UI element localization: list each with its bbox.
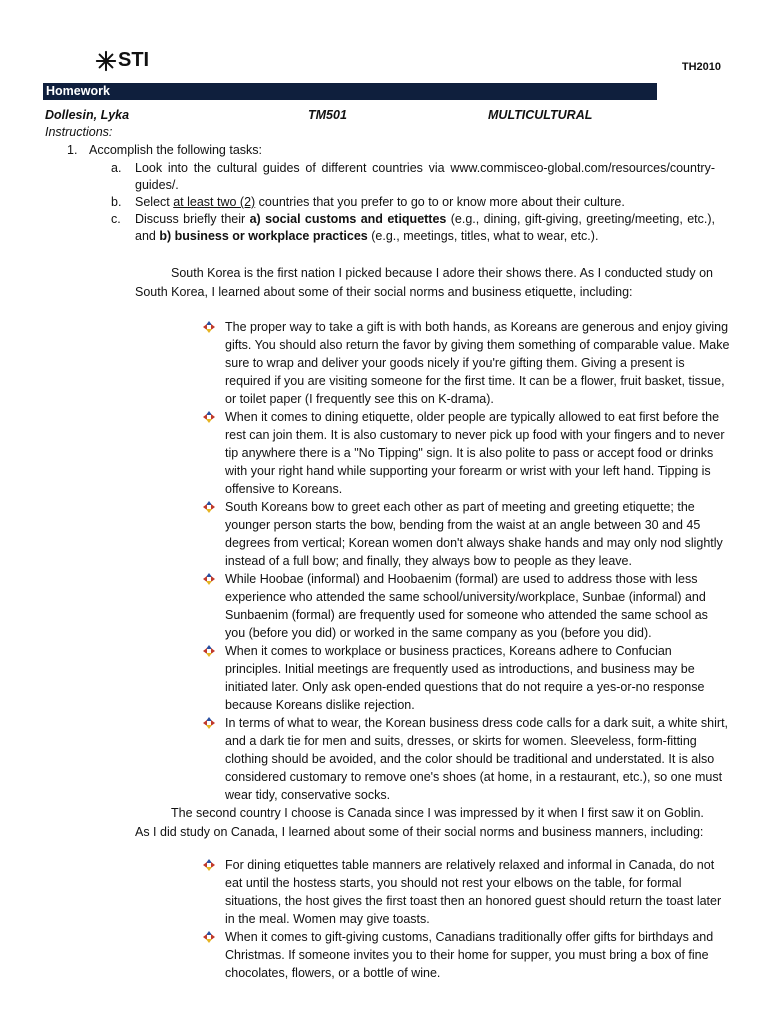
task-b-text: Select at least two (2) countries that you prefer to go to or know more about their culture. bbox=[135, 195, 625, 209]
bullet-item bbox=[200, 856, 730, 928]
bullet-arrow-icon bbox=[203, 931, 215, 943]
bullet-text: When it comes to gift-giving customs, Canadians traditionally offer gifts for birthdays and Christmas. If someone invites you to their home for supper, you must bring a box of fine chocolates, flowers, or a bottle of wine. bbox=[225, 930, 714, 980]
korea-bullet-list bbox=[200, 318, 730, 804]
course-code: TM501 bbox=[308, 108, 347, 122]
bullet-item bbox=[200, 642, 730, 714]
bullet-arrow-icon bbox=[203, 717, 215, 729]
bullet-text: When it comes to workplace or business practices, Koreans adhere to Confucian principles. Initial meetings are frequently used as introductions, and business may be initiated later. Only ask open-ended questions that do not require a yes-or-no response because Koreans dislike rejection. bbox=[225, 644, 705, 712]
bullet-arrow-icon bbox=[203, 645, 215, 657]
task-c-bold-social: a) social customs and etiquettes bbox=[249, 212, 447, 226]
task-c-bold-business: b) business or workplace practices bbox=[159, 229, 368, 243]
bullet-item bbox=[200, 714, 730, 804]
canada-intro bbox=[135, 804, 727, 841]
bullet-item bbox=[200, 408, 730, 498]
task-b bbox=[45, 194, 725, 211]
student-info-row bbox=[45, 108, 665, 124]
task-c-letter: c. bbox=[111, 212, 121, 226]
bullet-text: In terms of what to wear, the Korean business dress code calls for a dark suit, a white shirt, and a dark tie for men and suits, dresses, or skirts for women. Sleeveless, form-fitting clothing should be avoided, and the color should be traditional and understated. It is also considered customary to remove one's shoes (at home, in a restaurant, etc.), so one must wear tidy, conservative socks. bbox=[225, 716, 729, 802]
bullet-item bbox=[200, 498, 730, 570]
student-name: Dollesin, Lyka bbox=[45, 108, 130, 122]
task-a bbox=[45, 160, 725, 194]
instructions-label: Instructions: bbox=[45, 125, 113, 139]
canada-intro-line-2: As I did study on Canada, I learned about some of their social norms and business manners, including: bbox=[135, 824, 704, 839]
bullet-item bbox=[200, 318, 730, 408]
sti-logo bbox=[95, 49, 149, 72]
bullet-text: When it comes to dining etiquette, older people are typically allowed to eat first before the rest can join them. It is also customary to never pick up food with your fingers and to never tip anywhere there is a "No Tipping" sign. It is also polite to pass or accept food or drinks with your right hand while supporting your forearm or wrist with your left hand. Tipping is offensive to Koreans. bbox=[225, 410, 725, 496]
task-a-text: Look into the cultural guides of different countries via www.commisceo-global.com/resources/country-guides/. bbox=[135, 161, 715, 192]
task-main bbox=[45, 143, 725, 160]
bullet-arrow-icon bbox=[203, 573, 215, 585]
bullet-arrow-icon bbox=[203, 859, 215, 871]
logo-text: STI bbox=[118, 49, 150, 71]
task-c bbox=[45, 211, 725, 245]
canada-intro-line-1: The second country I choose is Canada since I was impressed by it when I first saw it on Goblin. bbox=[171, 806, 704, 820]
bullet-text: South Koreans bow to greet each other as part of meeting and greeting etiquette; the younger person starts the bow, bending from the waist at an angle between 30 and 45 degrees from vertical; Korean women don't always shake hands and may only nod slightly instead of a full bow; and finally, they always bow to people as they leave. bbox=[225, 500, 723, 568]
section-bar-homework: Homework bbox=[43, 83, 657, 100]
task-list bbox=[45, 143, 725, 245]
bullet-arrow-icon bbox=[203, 321, 215, 333]
task-number: 1. bbox=[67, 143, 78, 157]
bullet-text: The proper way to take a gift is with both hands, as Koreans are generous and enjoy giving gifts. You should also return the favor by giving them something of comparable value. Make sure to wrap and deliver your goods nicely if you're gifting them. Giving a present is required if you are visiting someone for the first time. It can be a flower, fruit basket, tissue, or toilet paper (I frequently see this on K-drama). bbox=[225, 320, 730, 406]
task-a-letter: a. bbox=[111, 161, 122, 175]
bullet-arrow-icon bbox=[203, 411, 215, 423]
bullet-item bbox=[200, 570, 730, 642]
sti-star-logo-icon bbox=[95, 50, 117, 72]
bullet-text: While Hoobae (informal) and Hoobaenim (formal) are used to address those with less experience who attended the same school/university/workplace, Sunbae (informal) and Sunbaenim (formal) are frequently used for someone who attended the same school as you (before you did) or worked in the same company as you (before you did). bbox=[225, 572, 708, 640]
course-subject: MULTICULTURAL bbox=[488, 108, 593, 122]
canada-bullet-list bbox=[200, 856, 730, 982]
task-main-text: Accomplish the following tasks: bbox=[89, 143, 262, 157]
task-b-underlined: at least two (2) bbox=[173, 195, 256, 209]
task-b-letter: b. bbox=[111, 195, 122, 209]
task-c-text: Discuss briefly their a) social customs and etiquettes (e.g., dining, gift-giving, greeting/meeting, etc.), and b) business or workplace practices (e.g., meetings, titles, what to wear, etc.). bbox=[135, 212, 715, 243]
korea-intro: South Korea is the first nation I picked because I adore their shows there. As I conducted study on South Korea, I learned about some of their social norms and business etiquette, including: bbox=[135, 266, 713, 299]
bullet-item bbox=[200, 928, 730, 982]
bullet-arrow-icon bbox=[203, 501, 215, 513]
bullet-text: For dining etiquettes table manners are relatively relaxed and informal in Canada, do not eat until the hostess starts, you should not rest your elbows on the table, for formal situations, the host gives the first toast then an honored guest should return the toast later in the meal. Women may give toasts. bbox=[225, 858, 722, 926]
document-code: TH2010 bbox=[681, 61, 721, 73]
